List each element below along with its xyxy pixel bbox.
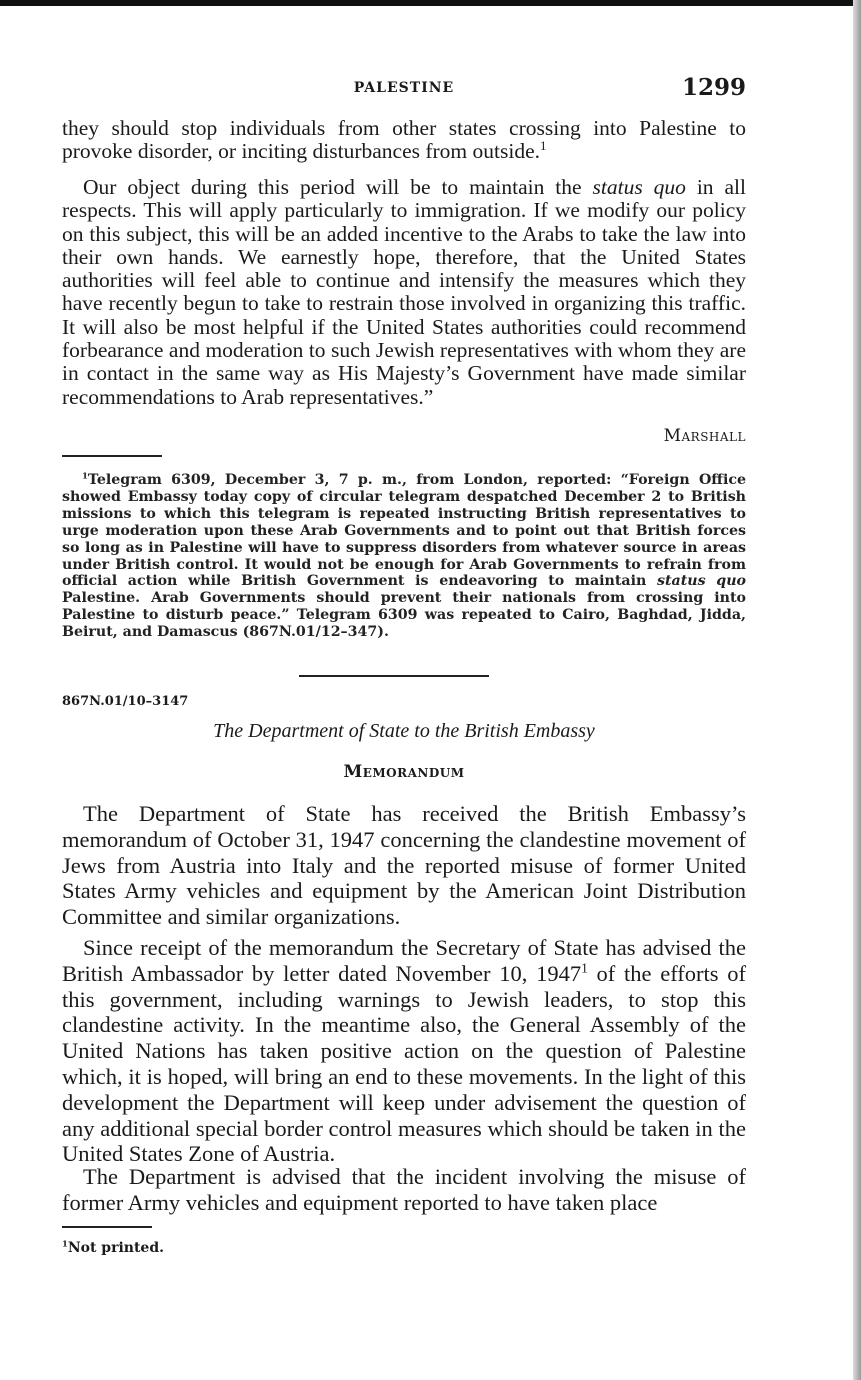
paragraph-text: in all respects. This will apply particularly to immigration. If we modify our policy on this subject, this will be an added incentive to the Arabs to take the law into their own hands. We earnestly hope, therefore, that the United States authorities will feel able to continue and intensify the measures which they have recently begun to take to restrain those involved in organizing this traffic. It will also be most helpful if the United States authorities could recommend forbearance and moderation to such Jewish representatives with whom they are in contact in the same way as His Majesty’s Government have made similar recommendations to Arab representatives.” xyxy=(62,175,746,409)
continuation-text: they should stop individuals from other states crossing into Palestine to provoke disorder, or inciting disturbances from outside. xyxy=(62,116,746,164)
footnote-reference: 1 xyxy=(581,960,588,976)
footnote-text: Palestine. Arab Governments should prevent their nationals from crossing into Palestine to disturb peace.” Telegram 6309 was repeated to Cairo, Baghdad, Jidda, Beirut, and Damascus (867N.01/12–347). xyxy=(62,590,746,641)
page-top-edge xyxy=(0,0,861,6)
running-title: PALESTINE xyxy=(353,80,455,96)
footnote-marker: 1 xyxy=(82,471,88,482)
page-right-edge xyxy=(853,0,861,1380)
signature: Marshall xyxy=(663,426,746,446)
page-number: 1299 xyxy=(681,74,746,101)
running-head xyxy=(62,76,746,102)
footnote-telegram xyxy=(62,472,746,641)
memo-paragraph-2 xyxy=(62,935,746,1167)
italic-phrase: status quo xyxy=(592,175,686,199)
document-type: Memorandum xyxy=(343,762,465,782)
footnote-reference: 1 xyxy=(540,139,547,154)
file-number: 867N.01/10–3147 xyxy=(62,694,189,709)
footnote-italic: status quo xyxy=(657,573,746,590)
paragraph-text: Since receipt of the memorandum the Secretary of State has advised the British Ambassador by letter dated November 10, 1947 xyxy=(62,935,746,986)
footnote-divider xyxy=(62,455,162,457)
section-divider xyxy=(299,675,489,677)
continuation-paragraph xyxy=(62,117,746,164)
footnote-text: Telegram 6309, December 3, 7 p. m., from London, reported: “Foreign Office showed Embassy today copy of circular telegram despatched December 2 to British missions to which this telegram is repeated instructing British representatives to urge moderation upon these Arab Governments and to point out that British forces so long as in Palestine will have to suppress disorders from whatever source in areas under British control. It would not be enough for Arab Governments to refrain from official action while British Government is endeavoring to maintain xyxy=(62,472,746,590)
paragraph-text: of the efforts of this government, including warnings to Jewish leaders, to stop this clandestine activity. In the meantime also, the General Assembly of the United Nations has taken positive action on the question of Palestine which, it is hoped, will bring an end to these movements. In the light of this development the Department will keep under advisement the question of any additional special border control measures which should be taken in the United States Zone of Austria. xyxy=(62,960,746,1167)
footnote-not-printed xyxy=(62,1240,746,1256)
paragraph-text: Our object during this period will be to maintain the xyxy=(83,175,593,199)
document-title: The Department of State to the British Embassy xyxy=(213,720,595,742)
footnote-divider-2 xyxy=(62,1226,152,1228)
footnote-marker: 1 xyxy=(62,1238,68,1249)
memo-paragraph-3: The Department is advised that the incident involving the misuse of former Army vehicles and equipment reported to have taken place xyxy=(62,1164,746,1215)
footnote-text: Not printed. xyxy=(67,1240,165,1256)
memo-paragraph-1: The Department of State has received the British Embassy’s memorandum of October 31, 1947 concerning the clandestine movement of Jews from Austria into Italy and the reported misuse of former United States Army vehicles and equipment by the American Joint Distribution Committee and similar organizations. xyxy=(62,801,746,930)
paragraph-status-quo xyxy=(62,176,746,409)
